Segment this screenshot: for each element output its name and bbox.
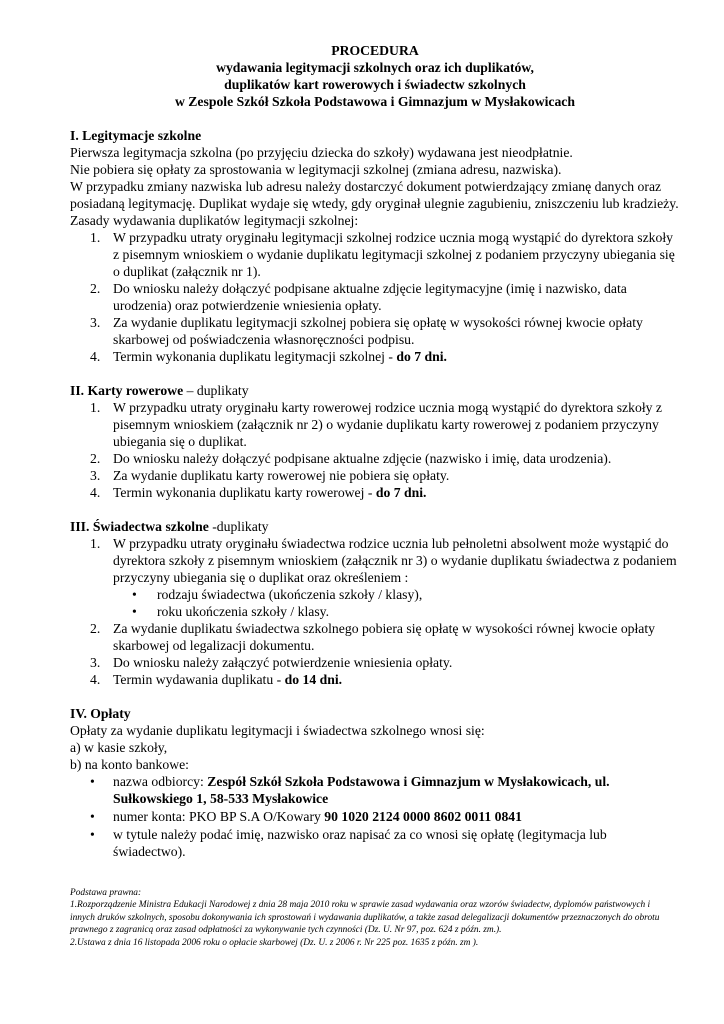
- deadline: do 7 dni.: [396, 349, 447, 364]
- list-item: [70, 229, 680, 280]
- numbered-list: [70, 620, 680, 688]
- bullet-item: [70, 603, 680, 620]
- bullet-icon: •: [132, 587, 137, 602]
- legal-heading: Podstawa prawna:: [70, 888, 142, 898]
- list-item: [70, 671, 680, 688]
- section-swiadectwa: [70, 518, 680, 688]
- recipient-name: [70, 773, 680, 807]
- list-item: [70, 314, 680, 348]
- bullet-item: [70, 586, 680, 603]
- section-heading-suffix: -duplikaty: [208, 519, 269, 534]
- bullet-icon: •: [132, 604, 137, 619]
- title-line-1: PROCEDURA: [331, 43, 419, 58]
- item-text: Do wniosku należy dołączyć podpisane aktualne zdjęcie (nazwisko i imię, data urodzenia).: [113, 451, 612, 466]
- section-heading: [70, 518, 680, 535]
- item-text: W przypadku utraty oryginału świadectwa rodzice ucznia lub pełnoletni absolwent może wystąpić do dyrektora szkoły z pisemnym wnioskiem (załącznik nr 3) o wydanie duplikatu świadectwa z podaniem przyczyny ubiegania się o duplikat oraz określeniem :: [113, 536, 677, 585]
- item-number: 4.: [90, 349, 101, 364]
- item-number: 3.: [90, 468, 101, 483]
- item-number: 2.: [90, 621, 101, 636]
- detail-label: nazwa odbiorcy:: [113, 774, 208, 789]
- section-heading: [70, 382, 680, 399]
- item-number: 1.: [90, 400, 101, 415]
- legal-basis: [70, 887, 660, 949]
- section-karty-rowerowe: [70, 382, 680, 501]
- item-text: Za wydanie duplikatu legitymacji szkolnej pobiera się opłatę w wysokości równej kwocie opłaty skarbowej od poświadczenia własnoręczności podpisu.: [113, 315, 643, 347]
- bullet-icon: •: [90, 809, 95, 824]
- deadline: do 7 dni.: [375, 485, 427, 500]
- legal-reference-2: 2.Ustawa z dnia 16 listopada 2006 roku o opłacie skarbowej (Dz. U. z 2006 r. Nr 225 poz. 1635 z późn. zm ).: [70, 937, 479, 948]
- paragraph: Zasady wydawania duplikatów legitymacji szkolnej:: [70, 213, 359, 228]
- account-number: [70, 808, 680, 825]
- list-item: [70, 484, 680, 501]
- item-text: Za wydanie duplikatu karty rowerowej nie pobiera się opłaty.: [113, 468, 450, 483]
- list-item: [70, 535, 680, 586]
- section-heading-title: II. Karty rowerowe: [70, 383, 184, 398]
- list-item: [70, 450, 680, 467]
- payment-option-cash: a) w kasie szkoły,: [70, 740, 168, 755]
- document-page: [70, 42, 680, 861]
- list-item: [70, 348, 680, 365]
- item-number: 2.: [90, 451, 101, 466]
- paragraph: Opłaty za wydanie duplikatu legitymacji i świadectwa szkolnego wnosi się:: [70, 723, 485, 738]
- transfer-title-note: [70, 826, 680, 860]
- payment-option-bank: b) na konto bankowe:: [70, 757, 189, 772]
- legal-reference-1: 1.Rozporządzenie Ministra Edukacji Narodowej z dnia 28 maja 2010 roku w sprawie zasad wydawania oraz wzorów świadectw, dyplomów państwowych i innych druków szkolnych, sposobu dokonywania ich sprostowań i wydawania duplikatów, a także zasad delegalizacji dokumentów przeznaczonych do obrotu prawnego z zagranicą oraz zasad odpłatności za wykonywanie tych czynności (Dz. U. Nr 97, poz. 624 z późn. zm.).: [70, 900, 660, 936]
- item-text: Termin wykonania duplikatu karty rowerowej -: [113, 485, 376, 500]
- list-item: [70, 467, 680, 484]
- item-text: Termin wykonania duplikatu legitymacji szkolnej -: [113, 349, 397, 364]
- detail-label: numer konta: PKO BP S.A O/Kowary: [113, 809, 325, 824]
- item-text: W przypadku utraty oryginału legitymacji szkolnej rodzice ucznia mogą wystąpić do dyrektora szkoły z pisemnym wnioskiem o wydanie duplikatu legitymacji szkolnej z podaniem przyczyny ubiegania się o duplikat (załącznik nr 1).: [113, 230, 675, 279]
- item-number: 3.: [90, 315, 101, 330]
- list-item: [70, 280, 680, 314]
- item-number: 2.: [90, 281, 101, 296]
- detail-value: 90 1020 2124 0000 8602 0011 0841: [324, 809, 522, 824]
- title-line-3: duplikatów kart rowerowych i świadectw szkolnych: [224, 77, 526, 92]
- numbered-list: [70, 535, 680, 586]
- section-oplaty: [70, 705, 680, 860]
- section-heading: IV. Opłaty: [70, 706, 131, 721]
- item-number: 4.: [90, 485, 101, 500]
- paragraph: Nie pobiera się opłaty za sprostowania w legitymacji szkolnej (zmiana adresu, nazwiska).: [70, 162, 562, 177]
- list-item: [70, 620, 680, 654]
- section-legitymacje: [70, 127, 680, 365]
- numbered-list: [70, 399, 680, 501]
- section-heading-suffix: – duplikaty: [183, 383, 249, 398]
- paragraph: W przypadku zmiany nazwiska lub adresu należy dostarczyć dokument potwierdzający zmianę danych oraz posiadaną legitymację. Duplikat wydaje się wtedy, gdy oryginał ulegnie zagubieniu, zniszczeniu lub kradzieży.: [70, 179, 679, 211]
- bullet-text: rodzaju świadectwa (ukończenia szkoły / klasy),: [157, 587, 423, 602]
- title-line-2: wydawania legitymacji szkolnych oraz ich duplikatów,: [216, 60, 534, 75]
- detail-label: w tytule należy podać imię, nazwisko oraz napisać za co wnosi się opłatę (legitymacja lub świadectwo).: [113, 827, 607, 859]
- item-text: W przypadku utraty oryginału karty rowerowej rodzice ucznia mogą wystąpić do dyrektora szkoły z pisemnym wnioskiem (załącznik nr 2) o wydanie duplikatu karty rowerowej z podaniem przyczyny ubiegania się o duplikat.: [113, 400, 662, 449]
- section-heading-title: III. Świadectwa szkolne: [70, 519, 209, 534]
- item-text: Za wydanie duplikatu świadectwa szkolnego pobiera się opłatę w wysokości równej kwocie opłaty skarbowej od legalizacji dokumentu.: [113, 621, 656, 653]
- item-number: 4.: [90, 672, 101, 687]
- item-text: Do wniosku należy dołączyć podpisane aktualne zdjęcie legitymacyjne (imię i nazwisko, data urodzenia) oraz potwierdzenie wniesienia opłaty.: [113, 281, 627, 313]
- list-item: [70, 654, 680, 671]
- title-line-4: w Zespole Szkół Szkoła Podstawowa i Gimnazjum w Mysłakowicach: [175, 94, 575, 109]
- bullet-text: roku ukończenia szkoły / klasy.: [157, 604, 330, 619]
- item-number: 1.: [90, 230, 101, 245]
- item-number: 3.: [90, 655, 101, 670]
- item-text: Termin wydawania duplikatu -: [113, 672, 285, 687]
- paragraph: Pierwsza legitymacja szkolna (po przyjęciu dziecka do szkoły) wydawana jest nieodpłatnie.: [70, 145, 573, 160]
- document-title: [70, 42, 680, 110]
- section-heading: I. Legitymacje szkolne: [70, 128, 202, 143]
- bullet-icon: •: [90, 827, 95, 842]
- deadline: do 14 dni.: [284, 672, 343, 687]
- detail-value: Zespół Szkół Szkoła Podstawowa i Gimnazjum w Mysłakowicach, ul. Sułkowskiego 1, 58-533 Mysłakowice: [113, 774, 610, 806]
- item-number: 1.: [90, 536, 101, 551]
- numbered-list: [70, 229, 680, 365]
- list-item: [70, 399, 680, 450]
- item-text: Do wniosku należy załączyć potwierdzenie wniesienia opłaty.: [113, 655, 453, 670]
- bullet-list: [70, 586, 680, 620]
- payment-details-list: [70, 773, 680, 860]
- bullet-icon: •: [90, 774, 95, 789]
